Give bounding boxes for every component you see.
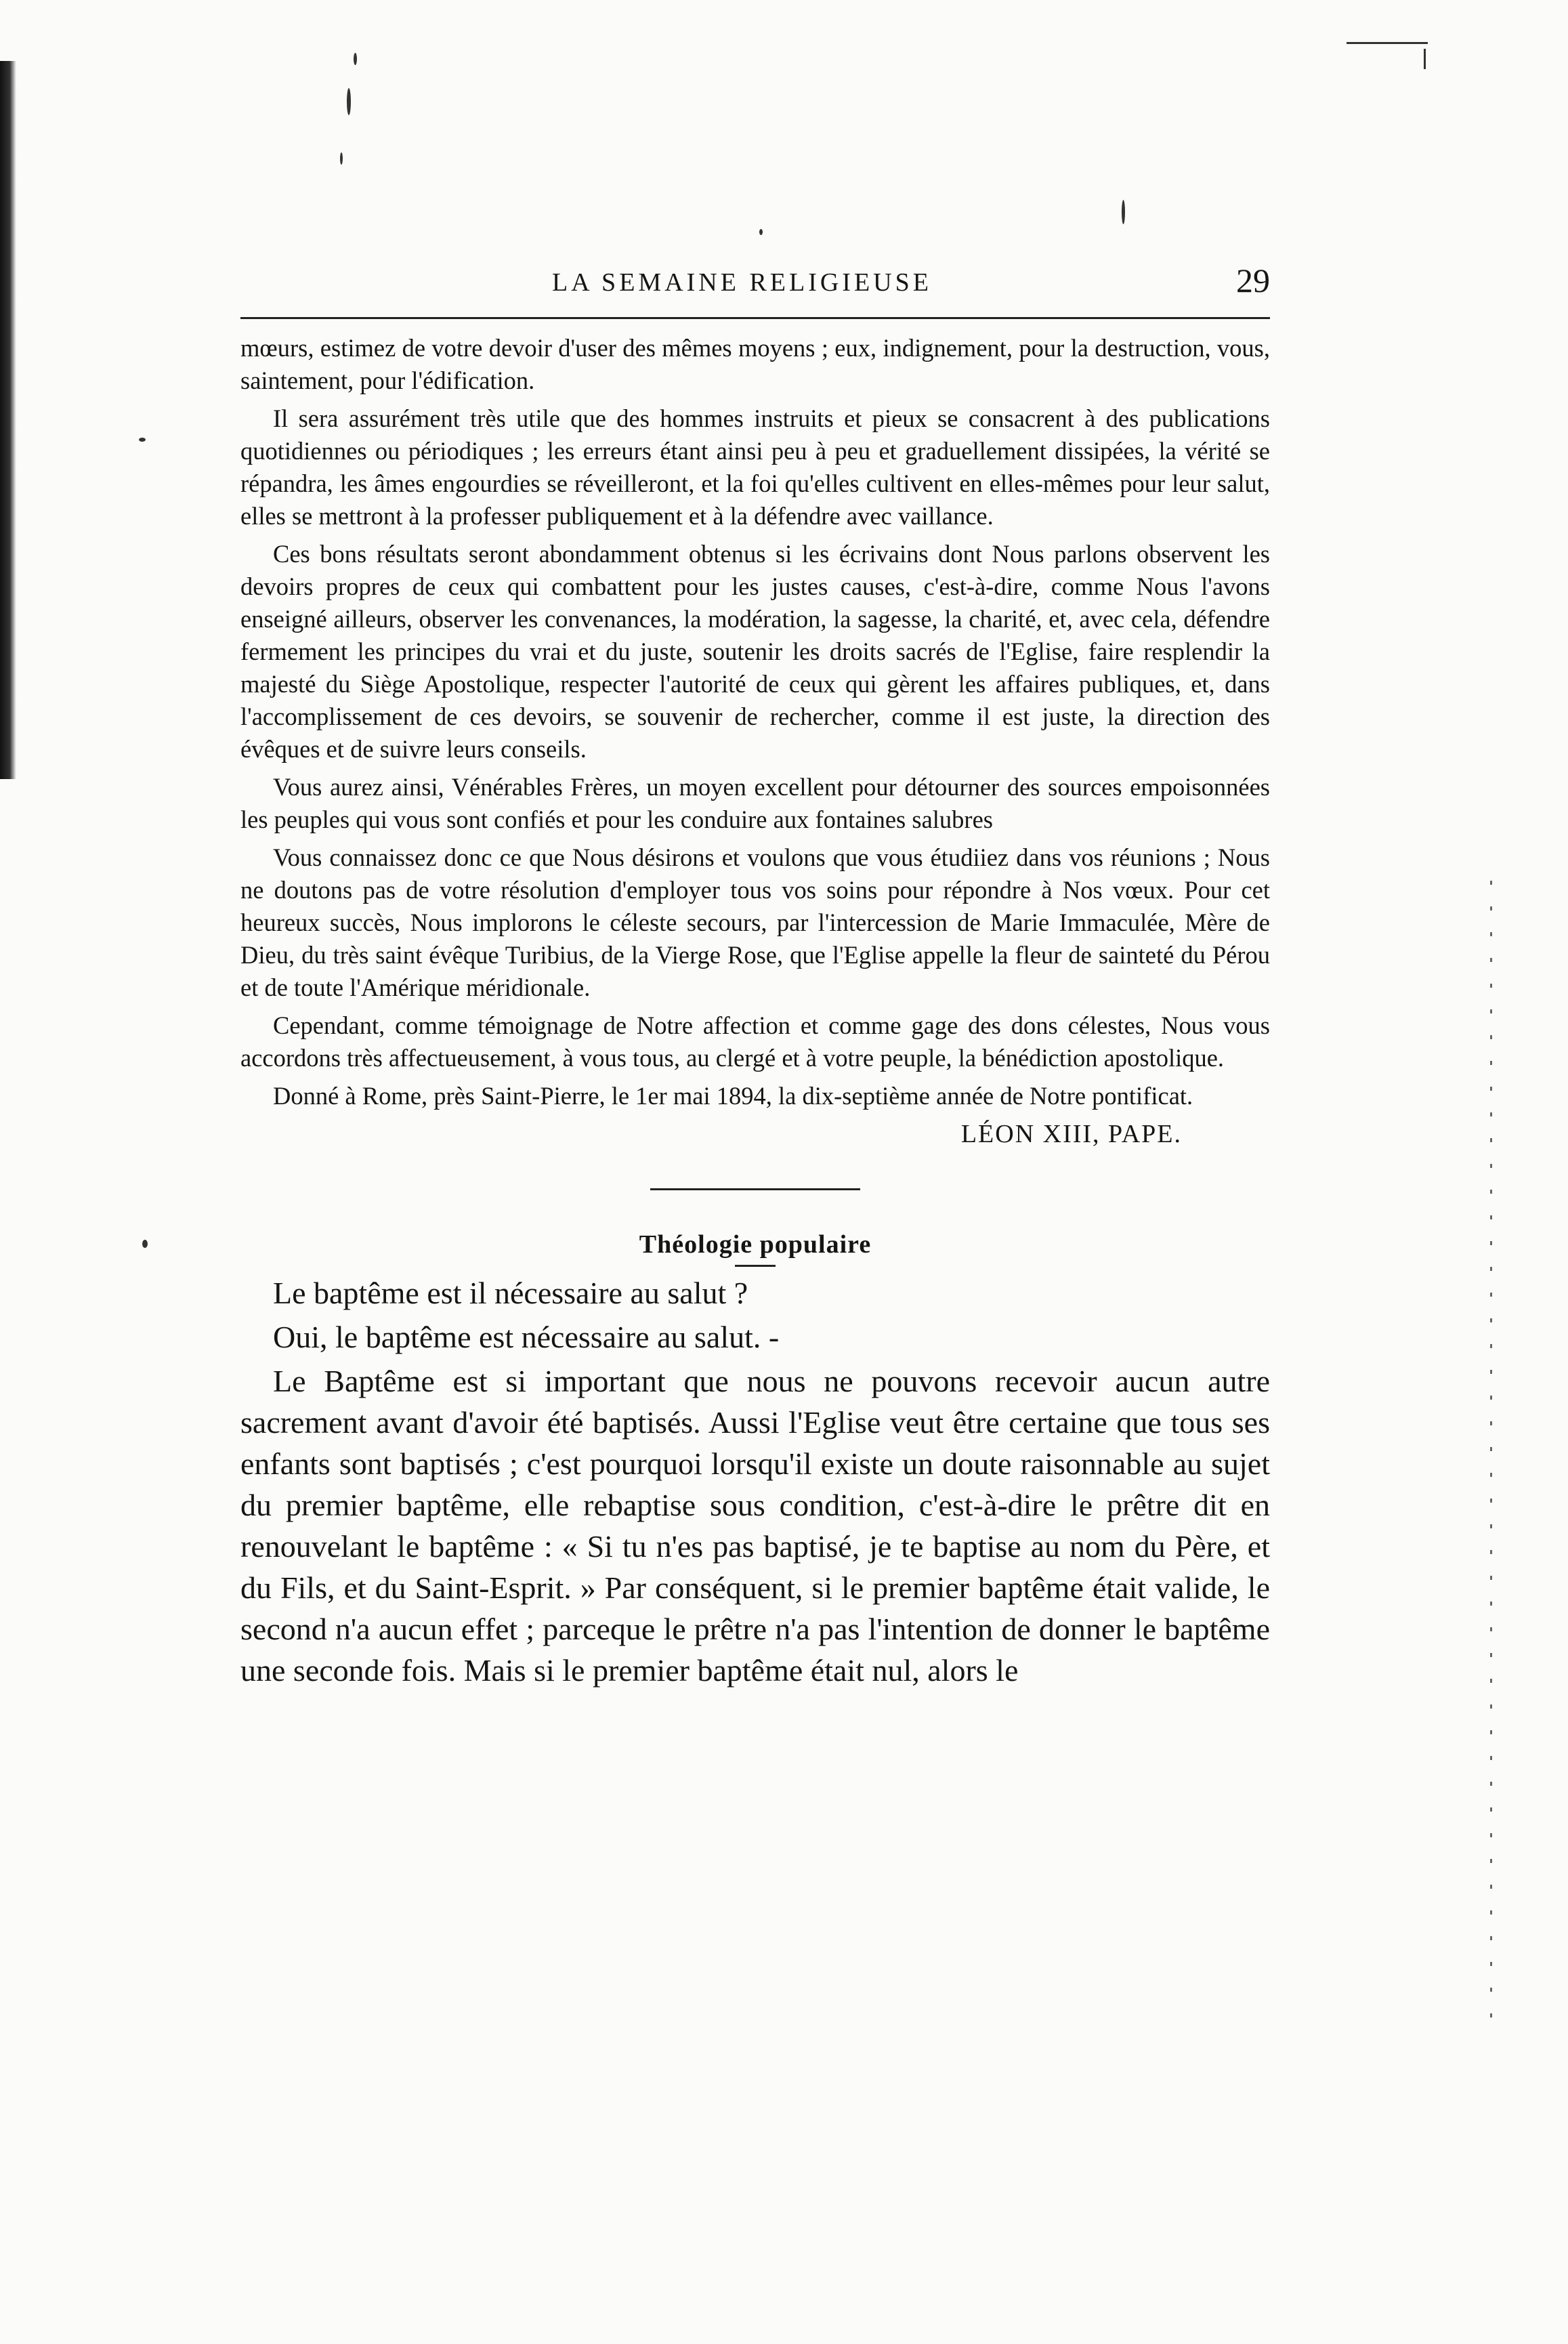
scan-speck bbox=[759, 229, 763, 235]
letter-paragraph: Il sera assurément très utile que des hommes instruits et pieux se consacrent à des publications quotidiennes ou périodiques ; les erreurs étant ainsi peu à peu et graduellement dissipées, la vérité se répandra, les âmes engourdies se réveilleront, et la foi qu'elles cultivent en elles-mêmes pour leur salut, elles se mettront à la professer publiquement et à la défendre avec vaillance. bbox=[240, 404, 1270, 530]
section-separator bbox=[650, 1188, 860, 1190]
scan-speck bbox=[347, 88, 351, 115]
scan-speck bbox=[139, 438, 146, 442]
signature: LÉON XIII, PAPE. bbox=[960, 1120, 1182, 1148]
letter-paragraph: Vous connaissez donc ce que Nous désirons et voulons que vous étudiiez dans vos réunions ; Nous ne doutons pas de votre résolution d'employer tous vos soins pour répondre à Nos vœux. Pour cet heureux succès, Nous implorons le céleste secours, par l'intercession de Marie Immaculée, Mère de Dieu, du très saint évêque Turibius, de la Vierge Rose, que l'Eglise appelle la fleur de sainteté du Pérou et de toute l'Amérique méridionale. bbox=[240, 843, 1270, 1001]
catechism-answer: Oui, le baptême est nécessaire au salut. - bbox=[273, 1320, 780, 1354]
binding-shadow bbox=[0, 61, 16, 779]
scan-speck bbox=[1490, 881, 1492, 2032]
letter-paragraph: Vous aurez ainsi, Vénérables Frères, un moyen excellent pour détourner des sources empoisonnées les peuples qui vous sont confiés et pour les conduire aux fontaines salubres bbox=[240, 773, 1270, 833]
page-body bbox=[240, 332, 1270, 1694]
letter-paragraph: Ces bons résultats seront abondamment obtenus si les écrivains dont Nous parlons observent les devoirs propres de ceux qui combattent pour les justes causes, c'est-à-dire, comme Nous l'avons enseigné ailleurs, observer les convenances, la modération, la sagesse, la charité, et, avec cela, défendre fermement les principes du vrai et du juste, soutenir les droits sacrés de l'Eglise, faire resplendir la majesté du Siège Apostolique, respecter l'autorité de ceux qui gèrent les affaires publiques, et, dans l'accomplissement de ces devoirs, se souvenir de rechercher, comme il est juste, la direction des évêques et de suivre leurs conseils. bbox=[240, 540, 1270, 763]
header-rule bbox=[240, 317, 1270, 319]
letter-paragraph: Donné à Rome, près Saint-Pierre, le 1er mai 1894, la dix-septième année de Notre pontificat. bbox=[273, 1082, 1193, 1110]
running-title: LA SEMAINE RELIGIEUSE bbox=[552, 268, 932, 297]
section-title: Théologie populaire bbox=[639, 1230, 872, 1259]
scan-speck bbox=[340, 152, 343, 165]
scan-speck bbox=[142, 1240, 148, 1248]
page-number: 29 bbox=[1236, 261, 1270, 299]
page-header bbox=[240, 261, 1270, 308]
letter-paragraph: Cependant, comme témoignage de Notre affection et comme gage des dons célestes, Nous vous accordons très affectueusement, à vous tous, au clergé et à votre peuple, la bénédiction apostolique. bbox=[240, 1011, 1270, 1072]
catechism-question: Le baptême est il nécessaire au salut ? bbox=[273, 1276, 748, 1310]
scan-speck bbox=[1424, 49, 1426, 69]
title-underline bbox=[735, 1265, 776, 1267]
scan-speck bbox=[1347, 42, 1428, 44]
catechism-body: Le Baptême est si important que nous ne pouvons recevoir aucun autre sacrement avant d'avoir été baptisés. Aussi l'Eglise veut être certaine que tous ses enfants sont baptisés ; c'est pourquoi lorsqu'il existe un doute raisonnable au sujet du premier baptême, elle rebaptise sous condition, c'est-à-dire le prêtre dit en renouvelant le baptême : « Si tu n'es pas baptisé, je te baptise au nom du Père, et du Fils, et du Saint-Esprit. » Par conséquent, si le premier baptême était valide, le second n'a aucun effet ; parceque le prêtre n'a pas l'intention de donner le baptême une seconde fois. Mais si le premier baptême était nul, alors le bbox=[240, 1364, 1270, 1688]
scan-speck bbox=[354, 53, 357, 65]
letter-paragraph: mœurs, estimez de votre devoir d'user des mêmes moyens ; eux, indignement, pour la destruction, vous, saintement, pour l'édification. bbox=[240, 334, 1270, 394]
catechism-text bbox=[240, 1272, 1270, 1691]
scan-speck bbox=[1122, 200, 1125, 224]
